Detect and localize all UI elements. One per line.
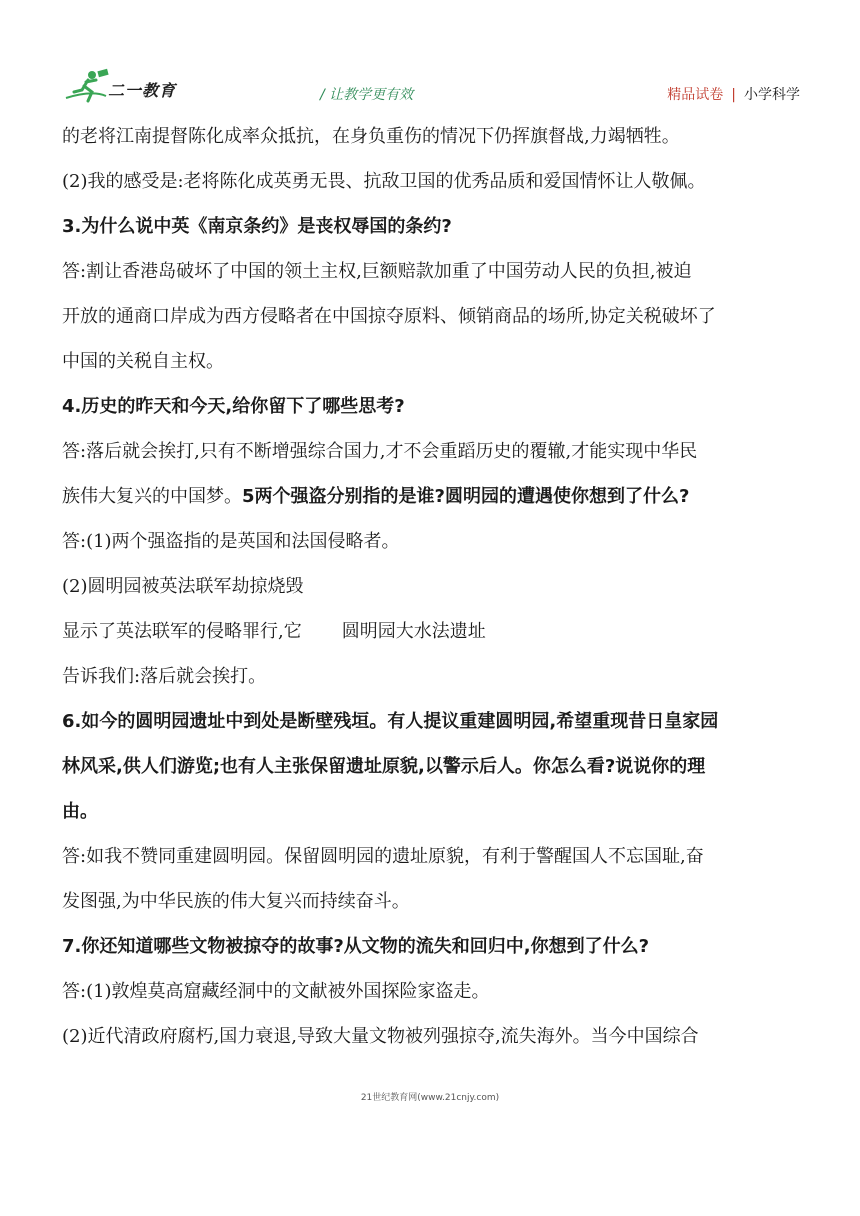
text-line	[62, 609, 802, 654]
text-line: 告诉我们:落后就会挨打。	[62, 666, 267, 687]
question-3: 3.为什么说中英《南京条约》是丧权辱国的条约?	[62, 216, 452, 237]
header-slogan: / 让教学更有效	[320, 87, 414, 103]
text-line: 发图强,为中华民族的伟大复兴而持续奋斗。	[62, 891, 410, 912]
text-line: (2)我的感受是:老将陈化成英勇无畏、抗敌卫国的优秀品质和爱国情怀让人敬佩。	[62, 171, 706, 192]
text-line: 答:割让香港岛破坏了中国的领土主权,巨额赔款加重了中国劳动人民的负担,被迫	[62, 261, 692, 282]
text-line: 答:如我不赞同重建圆明园。保留圆明园的遗址原貌，有利于警醒国人不忘国耻,奋	[62, 846, 704, 867]
text-line	[62, 474, 802, 519]
header-separator: |	[731, 87, 736, 103]
header-subject: 小学科学	[744, 87, 800, 103]
text-line: 答:(1)两个强盗指的是英国和法国侵略者。	[62, 531, 400, 552]
answer-4-end: 族伟大复兴的中国梦。	[62, 486, 242, 507]
document-body	[62, 114, 802, 1059]
text-line: (2)近代清政府腐朽,国力衰退,导致大量文物被列强掠夺,流失海外。当今中国综合	[62, 1026, 699, 1047]
question-6: 6.如今的圆明园遗址中到处是断壁残垣。有人提议重建圆明园,希望重现昔日皇家园	[62, 711, 719, 732]
text-line: 的老将江南提督陈化成率众抵抗，在身负重伤的情况下仍挥旗督战,力竭牺牲。	[62, 126, 680, 147]
text-line: 中国的关税自主权。	[62, 351, 224, 372]
header-right	[667, 84, 800, 104]
header-tag: 精品试卷	[667, 87, 724, 103]
page-header	[0, 0, 860, 118]
question-5: 5两个强盗分别指的是谁?圆明园的遭遇使你想到了什么?	[242, 486, 690, 507]
question-6: 林风采,供人们游览;也有人主张保留遗址原貌,以警示后人。你怎么看?说说你的理	[62, 756, 706, 777]
text-line: 开放的通商口岸成为西方侵略者在中国掠夺原料、倾销商品的场所,协定关税破坏了	[62, 306, 716, 327]
question-4: 4.历史的昨天和今天,给你留下了哪些思考?	[62, 396, 405, 417]
page-footer: 21世纪教育网(www.21cnjy.com)	[360, 1093, 500, 1103]
answer-5-text: 显示了英法联军的侵略罪行,它	[62, 621, 302, 642]
text-line: 答:落后就会挨打,只有不断增强综合国力,才不会重蹈历史的覆辙,才能实现中华民	[62, 441, 698, 462]
question-7: 7.你还知道哪些文物被掠夺的故事?从文物的流失和回归中,你想到了什么?	[62, 936, 650, 957]
text-line: (2)圆明园被英法联军劫掠烧毁	[62, 576, 304, 597]
question-6: 由。	[62, 801, 98, 822]
logo-text: 二一教育	[108, 81, 177, 100]
image-caption: 圆明园大水法遗址	[341, 621, 486, 642]
text-line: 答:(1)敦煌莫高窟藏经洞中的文献被外国探险家盗走。	[62, 981, 490, 1002]
